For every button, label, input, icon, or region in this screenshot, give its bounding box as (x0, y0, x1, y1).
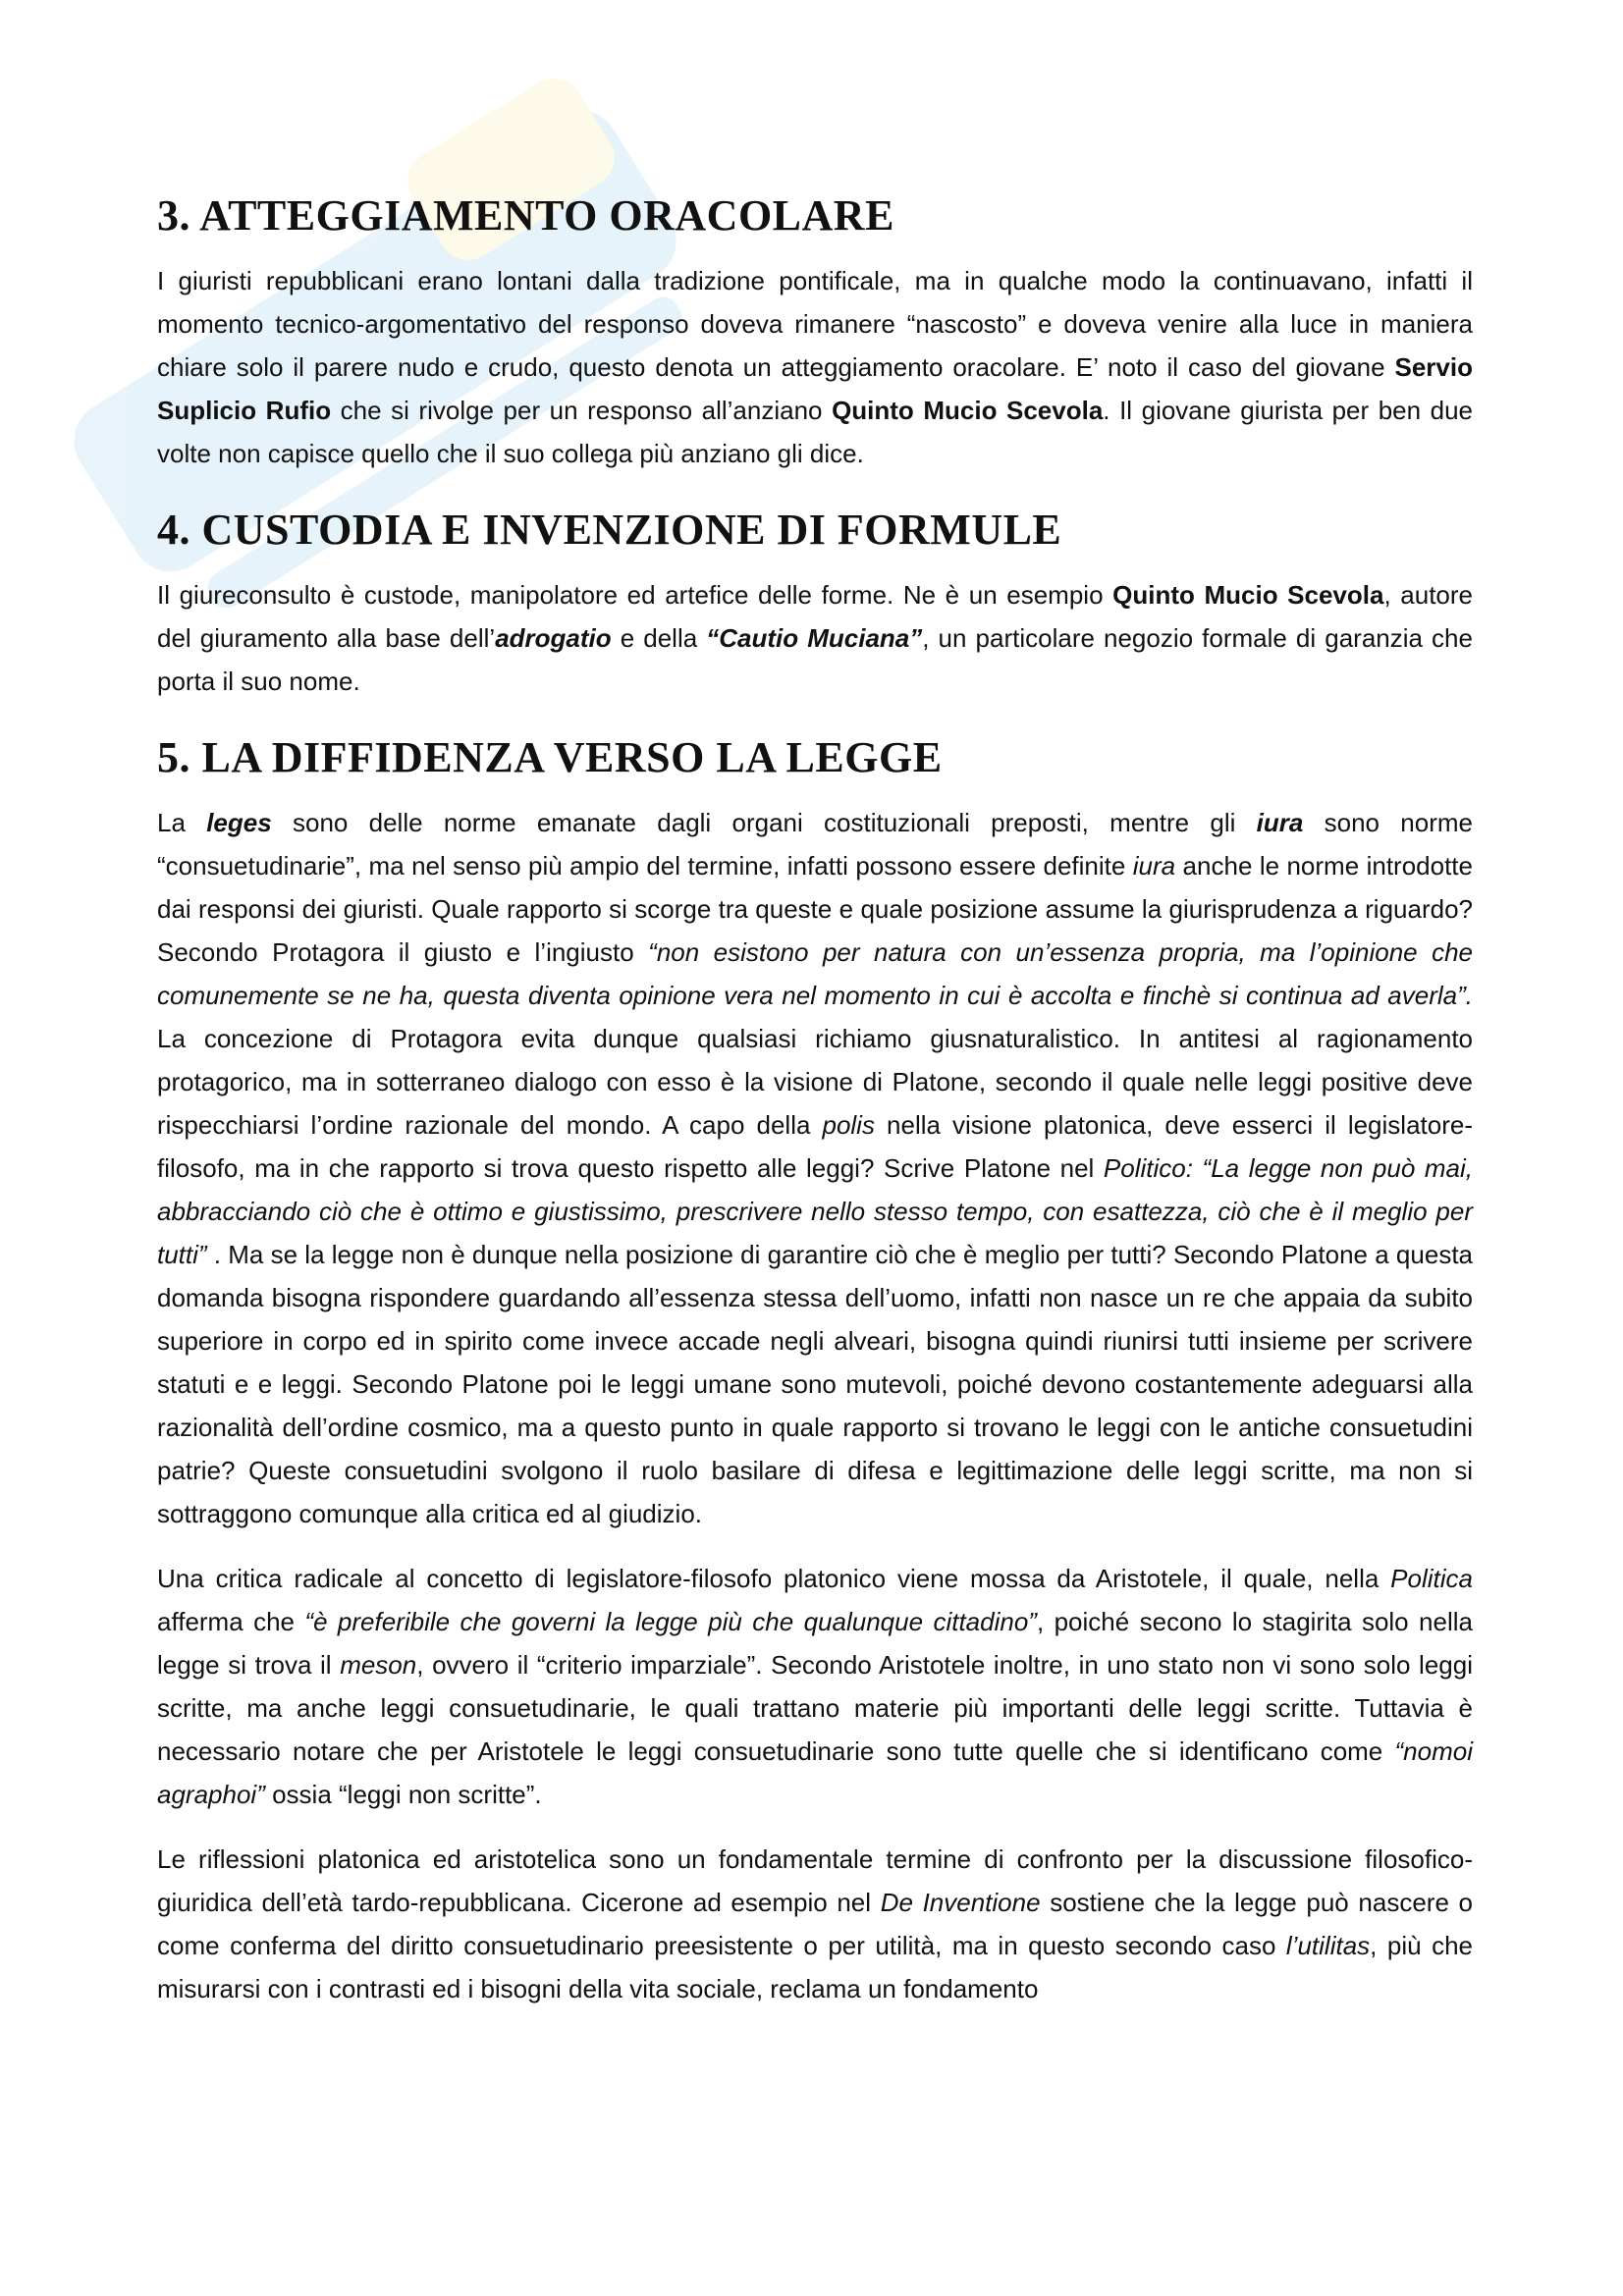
text-run: ossia “leggi non scritte”. (264, 1780, 542, 1809)
section-heading: 5. LA DIFFIDENZA VERSO LA LEGGE (157, 733, 943, 781)
section-custodia-formule (157, 501, 1473, 703)
bold-name: Quinto Mucio Scevola (832, 396, 1104, 425)
text-run: Il giureconsulto è custode, manipolatore ed artefice delle forme. Ne è un esempio (157, 580, 1113, 610)
bold-italic-term (206, 808, 272, 837)
text-run: e della (611, 623, 707, 653)
italic-term: Politica (1390, 1564, 1473, 1593)
text-run: sostiene che la legge può nascere o come conferma del diritto consuetudinario preesistente o per utilità, ma in questo secondo caso (157, 1888, 1474, 1960)
section-heading: 4. CUSTODIA E INVENZIONE DI FORMULE (157, 506, 1062, 554)
text-run: La concezione di Protagora evita dunque qualsiasi richiamo giusnaturalistico. In antitesi al ragionamento protagorico, ma in sotterraneo dialogo con esso è la visione di Platone, secondo il quale nelle leggi positive deve rispecchiarsi l’ordine razionale del mondo. A capo della (157, 1024, 1473, 1140)
italic-quote: “nomoi agraphoi” (157, 1736, 1473, 1809)
bold-name: Servio Suplicio Rufio (157, 352, 1473, 425)
text-run: sono delle norme emanate dagli organi costituzionali preposti, mentre gli (271, 808, 1257, 837)
bold-italic-text: adrogatio (495, 623, 612, 653)
italic-quote: Politico: “La legge non può mai, abbracciando ciò che è ottimo e giustissimo, prescrivere nello stesso tempo, con esattezza, ciò che è il meglio per tutti” (157, 1153, 1474, 1269)
bold-italic-term (495, 623, 611, 653)
bold-italic-text: iura (1256, 808, 1304, 837)
italic-term: l’utilitas (1285, 1931, 1371, 1960)
text-run: , più che misurarsi con i contrasti ed i bisogni della vita sociale, reclama un fondamento (157, 1931, 1473, 2003)
text-run: I giuristi repubblicani erano lontani dalla tradizione pontificale, ma in qualche modo la continuavano, infatti il momento tecnico-argomentativo del responso doveva rimanere “nascosto” e doveva venire alla luce in maniera chiare solo il parere nudo e crudo, questo denota un atteggiamento oracolare. E’ noto il caso del giovane (157, 266, 1473, 382)
italic-term: De Inventione (880, 1888, 1041, 1917)
text-run: , poiché secono lo stagirita solo nella legge si trova il (157, 1607, 1473, 1680)
text-run: Le riflessioni platonica ed aristotelica sono un fondamentale termine di confronto per la discussione filosofico-giuridica dell’età tardo-repubblicana. Cicerone ad esempio nel (157, 1844, 1473, 1917)
italic-quote: “non esistono per natura con un’essenza propria, ma l’opinione che comunemente se ne ha, questa diventa opinione vera nel momento in cui è accolta e finchè si continua ad averla”. (157, 937, 1473, 1010)
text-run: , un particolare negozio formale di garanzia che porta il suo nome. (157, 623, 1473, 696)
body-paragraph (157, 573, 1473, 703)
text-run: , autore del giuramento alla base dell’ (157, 580, 1474, 653)
text-run: afferma che (157, 1607, 305, 1636)
bold-italic-text: leges (206, 808, 272, 837)
bold-italic-term (1257, 808, 1304, 837)
body-paragraph (157, 801, 1473, 1535)
italic-quote: “è preferibile che governi la legge più che qualunque cittadino” (304, 1607, 1037, 1636)
text-run: . Il giovane giurista per ben due volte non capisce quello che il suo collega più anziano gli dice. (157, 396, 1474, 468)
body-paragraph (157, 1557, 1473, 1816)
text-run: . Ma se la legge non è dunque nella posizione di garantire ciò che è meglio per tutti? Secondo Platone a questa domanda bisogna rispondere guardando all’essenza stessa dell’uomo, infatti non nasce un re che appaia da subito superiore in corpo ed in spirito come invece accade negli alveari, bisogna quindi riunirsi tutti insieme per scrivere statuti e e leggi. Secondo Platone poi le leggi umane sono mutevoli, poiché devono costantemente adeguarsi alla razionalità dell’ordine cosmico, ma a questo punto in quale rapporto si trovano le leggi con le antiche consuetudini patrie? Queste consuetudini svolgono il ruolo basilare di difesa e legittimazione delle leggi scritte, ma non si sottraggono comunque alla critica ed al giudizio. (157, 1240, 1473, 1528)
italic-term: meson (340, 1650, 417, 1680)
body-paragraph (157, 259, 1473, 475)
italic-term: polis (822, 1110, 875, 1140)
bold-italic-term (706, 623, 922, 653)
bold-italic-text: “Cautio Muciana” (706, 623, 923, 653)
body-paragraph (157, 1838, 1473, 2010)
text-run: anche le norme introdotte dai responsi dei giuristi. Quale rapporto si scorge tra queste e quale posizione assume la giurisprudenza a riguardo? Secondo Protagora il giusto e l’ingiusto (157, 851, 1473, 967)
section-heading: 3. ATTEGGIAMENTO ORACOLARE (157, 191, 894, 240)
document-body (157, 187, 1473, 2032)
text-run: sono norme “consuetudinarie”, ma nel senso più ampio del termine, infatti possono essere definite (157, 808, 1473, 881)
italic-term: iura (1132, 851, 1176, 881)
text-run: che si rivolge per un responso all’anziano (331, 396, 833, 425)
section-atteggiamento-oracolare (157, 187, 1473, 475)
text-run: Una critica radicale al concetto di legislatore-filosofo platonico viene mossa da Aristotele, il quale, nella (157, 1564, 1391, 1593)
bold-name: Quinto Mucio Scevola (1112, 580, 1384, 610)
text-run: , ovvero il “criterio imparziale”. Secondo Aristotele inoltre, in uno stato non vi sono solo leggi scritte, ma anche leggi consuetudinarie, le quali trattano materie più importanti delle leggi scritte. Tuttavia è necessario notare che per Aristotele le leggi consuetudinarie sono tutte quelle che si identificano come (157, 1650, 1473, 1766)
text-run: nella visione platonica, deve esserci il legislatore-filosofo, ma in che rapporto si trova questo rispetto alle leggi? Scrive Platone nel (157, 1110, 1473, 1183)
text-run: La (157, 808, 207, 837)
section-diffidenza-legge (157, 728, 1473, 2010)
